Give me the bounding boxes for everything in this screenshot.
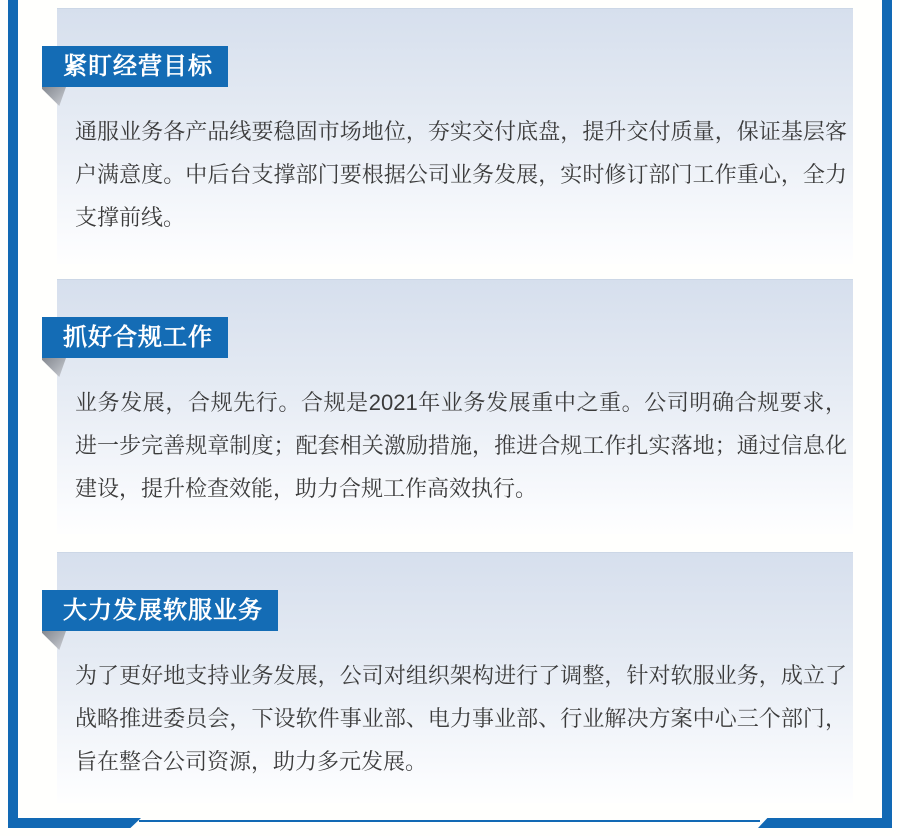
- section-body-text: 为了更好地支持业务发展，公司对组织架构进行了调整，针对软服业务，成立了战略推进委员会，下设软件事业部、电力事业部、行业解决方案中心三个部门，旨在整合公司资源，助力多元发展。: [75, 663, 847, 774]
- section-body-text: 业务发展，合规先行。合规是2021年业务发展重中之重。公司明确合规要求，进一步完善规章制度；配套相关激励措施，推进合规工作扎实落地；通过信息化建设，提升检查效能，助力合规工作高效执行。: [75, 390, 847, 501]
- section-title: 紧盯经营目标: [63, 53, 213, 80]
- bottom-right-bar: [758, 818, 892, 828]
- ribbon-fold-triangle: [42, 87, 66, 106]
- section-title-badge: [42, 46, 228, 87]
- section-title: 大力发展软服业务: [63, 597, 263, 624]
- ribbon-fold-triangle: [42, 358, 66, 377]
- section-card: [57, 552, 853, 803]
- left-border-bar: [8, 0, 18, 828]
- section-card: [57, 279, 853, 534]
- bottom-divider-line: [139, 820, 760, 822]
- right-border-bar: [882, 0, 892, 828]
- section-card: [57, 8, 853, 264]
- section-title-badge: [42, 317, 228, 358]
- ribbon-fold-triangle: [42, 631, 66, 650]
- bottom-left-bar: [8, 818, 141, 828]
- section-body-text: 通服业务各产品线要稳固市场地位，夯实交付底盘，提升交付质量，保证基层客户满意度。中后台支撑部门要根据公司业务发展，实时修订部门工作重心，全力支撑前线。: [75, 119, 847, 230]
- section-title-badge: [42, 590, 278, 631]
- section-title: 抓好合规工作: [63, 324, 213, 351]
